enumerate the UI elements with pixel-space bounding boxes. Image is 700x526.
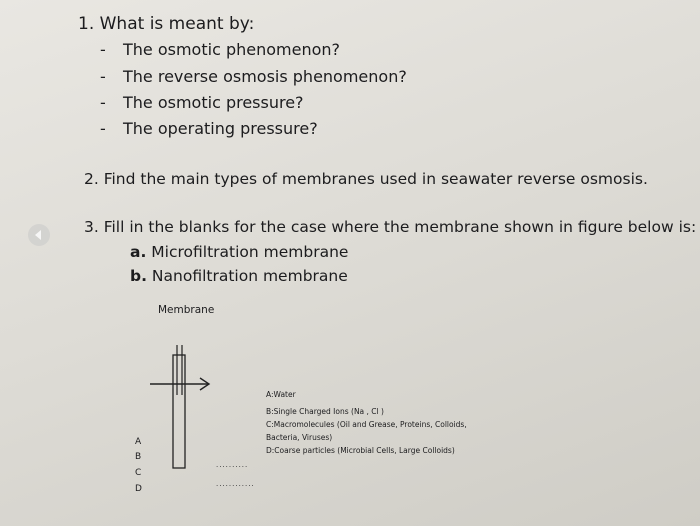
option-b: b. Nanofiltration membrane: [130, 267, 348, 285]
membrane-label: Membrane: [158, 304, 215, 316]
question-1-heading: 1. What is meant by:: [78, 14, 255, 34]
side-letter: A: [135, 437, 142, 447]
side-letter: B: [135, 452, 142, 462]
legend-item: A:Water: [266, 390, 296, 399]
blank-line: ..........: [216, 461, 249, 469]
legend-item: D:Coarse particles (Microbial Cells, Large Colloids): [266, 446, 455, 455]
option-a: a. Microfiltration membrane: [130, 243, 349, 261]
bullet-item: The operating pressure?: [123, 119, 318, 138]
legend-item: C:Macromolecules (Oil and Grease, Proteins, Colloids,: [266, 420, 467, 429]
bullet-item: The osmotic phenomenon?: [123, 40, 341, 59]
question-2: 2. Find the main types of membranes used in seawater reverse osmosis.: [84, 170, 648, 188]
blank-line: ............: [216, 480, 255, 488]
question-3: 3. Fill in the blanks for the case where the membrane shown in figure below is:: [84, 218, 697, 236]
bullet-item: The osmotic pressure?: [123, 93, 304, 112]
bullet-item: The reverse osmosis phenomenon?: [123, 67, 407, 86]
side-letter: C: [135, 468, 142, 478]
side-letter: D: [135, 484, 142, 494]
legend-item: Bacteria, Viruses): [266, 433, 333, 442]
legend-item: B:Single Charged Ions (Na , Cl ): [266, 407, 384, 416]
membrane-rect: [173, 355, 185, 468]
